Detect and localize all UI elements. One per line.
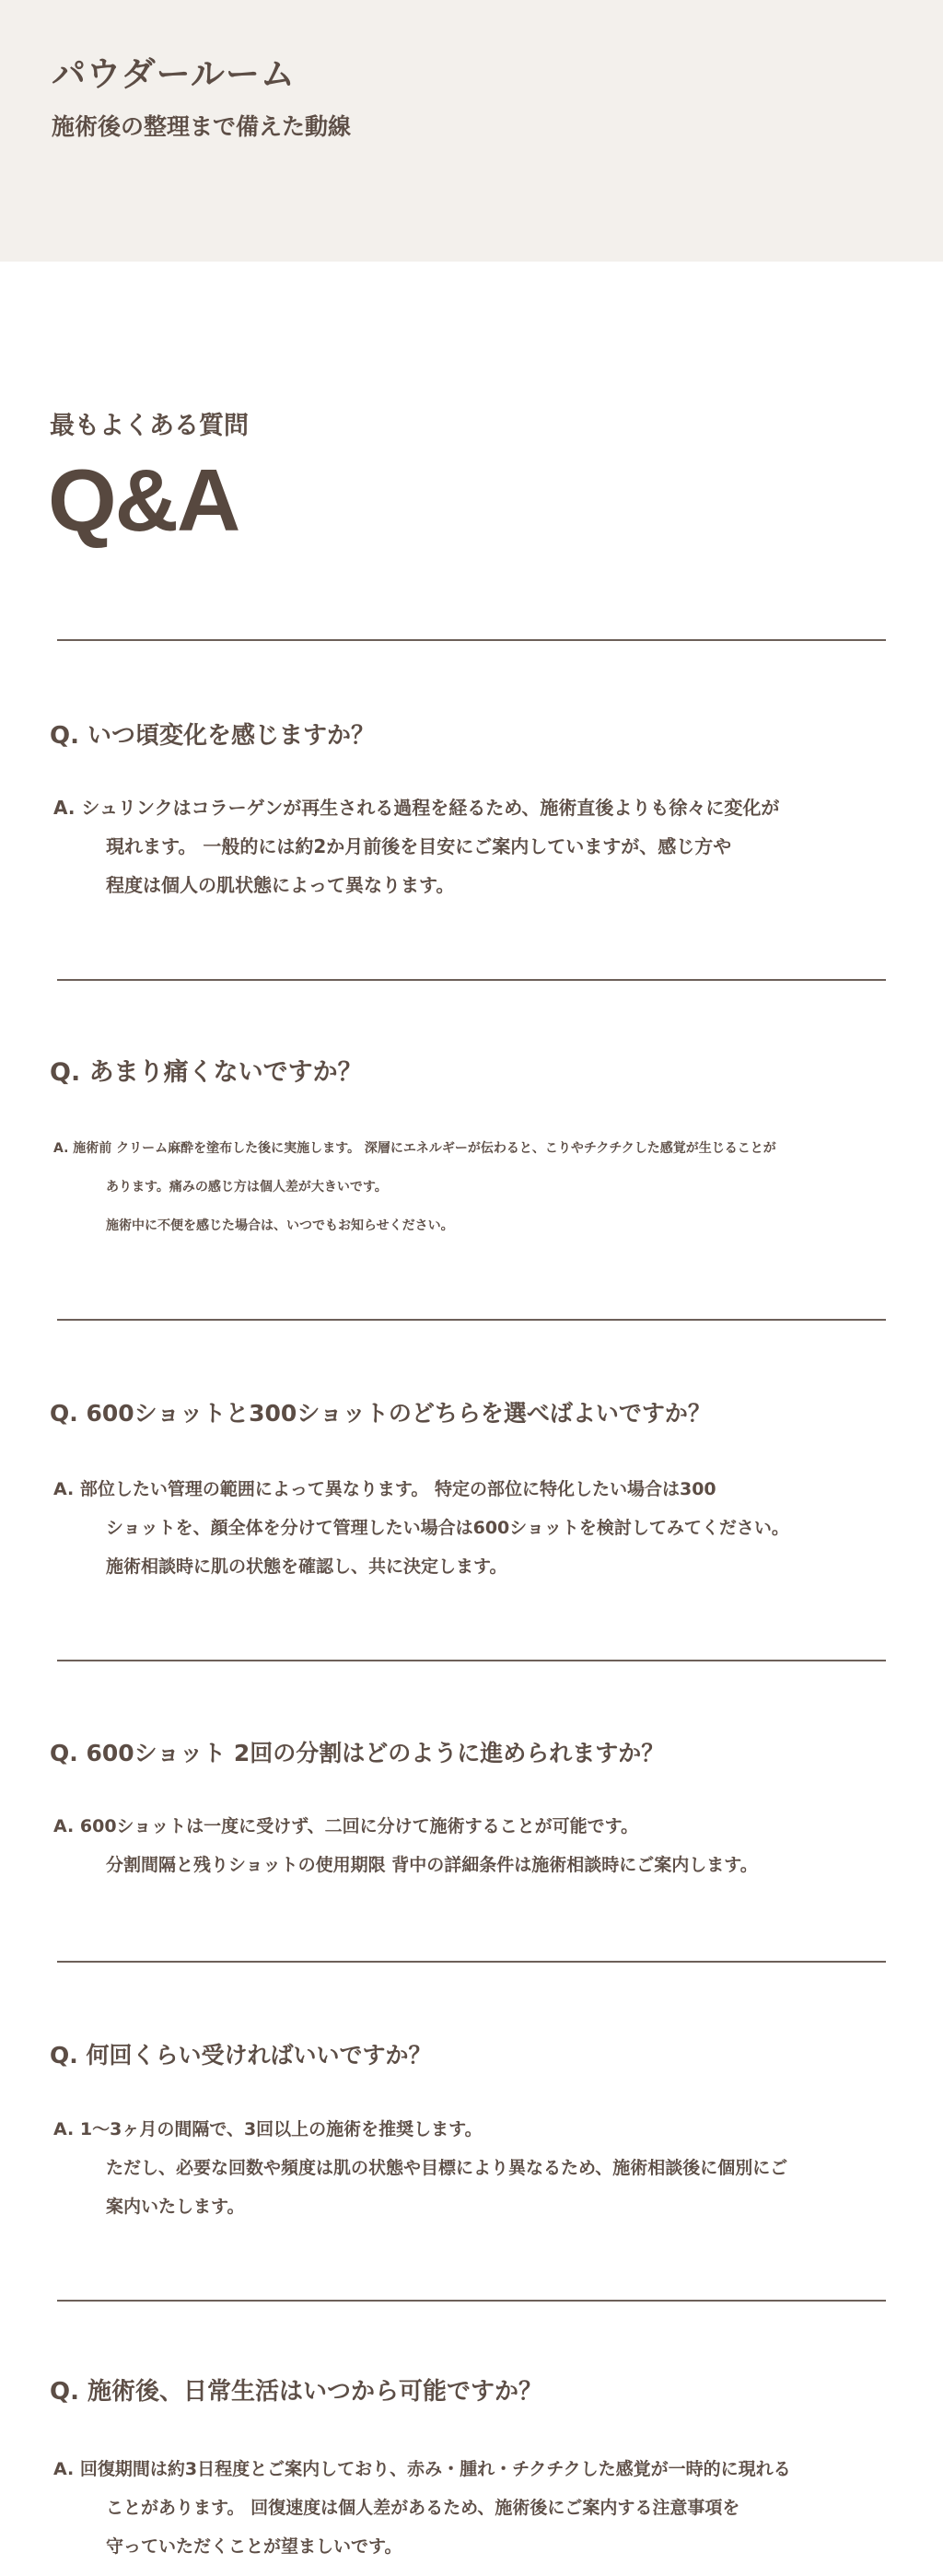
faq-question-6[interactable]: Q. 施術後、日常生活はいつから可能ですか？ [50, 2378, 543, 2406]
faq-answer-line: A. 600ショットは一度に受けず、二回に分けて施術することが可能です。 [53, 1816, 639, 1836]
faq-divider [57, 979, 886, 981]
hero-banner [0, 0, 943, 262]
faq-answer-line: あります。痛みの感じ方は個人差が大きいです。 [106, 1180, 388, 1195]
faq-divider [57, 639, 886, 641]
faq-answer-6 [53, 2450, 882, 2566]
hero-subtitle: 施術後の整理まで備えた動線 [52, 113, 352, 140]
faq-answer-line: A. 部位したい管理の範囲によって異なります。 特定の部位に特化したい場合は300 [53, 1479, 716, 1499]
hero-title: パウダールーム [52, 54, 296, 94]
faq-answer-line: A. 回復期間は約3日程度とご案内しており、赤み・腫れ・チクチクした感覚が一時的に現れる [53, 2459, 791, 2479]
faq-answer-line: A. 1～3ヶ月の間隔で、3回以上の施術を推奨します。 [53, 2119, 483, 2139]
faq-title: Q&A [48, 451, 239, 550]
faq-answer-5 [53, 2110, 882, 2226]
faq-divider [57, 1319, 886, 1321]
faq-question-1[interactable]: Q. いつ頃変化を感じますか？ [50, 722, 376, 750]
faq-question-3[interactable]: Q. 600ショットと300ショットのどちらを選べばよいですか？ [50, 1400, 711, 1427]
faq-divider [57, 1660, 886, 1661]
faq-answer-2 [53, 1129, 882, 1245]
faq-answer-line: A. シュリンクはコラーゲンが再生される過程を経るため、施術直後よりも徐々に変化が [53, 797, 780, 819]
faq-answer-line: 施術相談時に肌の状態を確認し、共に決定します。 [106, 1556, 507, 1577]
faq-answer-1 [53, 788, 882, 904]
faq-eyebrow: 最もよくある質問 [50, 412, 249, 440]
faq-answer-line: ただし、必要な回数や頻度は肌の状態や目標により異なるため、施術相談後に個別にご [106, 2158, 788, 2178]
faq-question-2[interactable]: Q. あまり痛くないですか？ [50, 1058, 363, 1087]
faq-answer-line: A. 施術前 クリーム麻酔を塗布した後に実施します。 深層にエネルギーが伝わると、こりやチクチクした感覚が生じることが [53, 1141, 776, 1156]
faq-divider [57, 2300, 886, 2302]
faq-answer-line: 守っていただくことが望ましいです。 [106, 2536, 402, 2557]
faq-answer-line: 現れます。 一般的には約2か月前後を目安にご案内していますが、感じ方や [106, 835, 732, 857]
faq-divider [57, 1961, 886, 1963]
faq-answer-line: 案内いたします。 [106, 2197, 245, 2217]
faq-question-5[interactable]: Q. 何回くらい受ければいいですか？ [50, 2042, 432, 2069]
faq-answer-line: 施術中に不便を感じた場合は、いつでもお知らせください。 [106, 1218, 454, 1233]
faq-answer-line: 分割間隔と残りショットの使用期限 背中の詳細条件は施術相談時にご案内します。 [106, 1855, 758, 1875]
faq-question-4[interactable]: Q. 600ショット 2回の分割はどのように進められますか？ [50, 1740, 665, 1766]
faq-answer-4 [53, 1807, 882, 1884]
faq-answer-line: ショットを、顔全体を分けて管理したい場合は600ショットを検討してみてください。 [106, 1518, 789, 1538]
faq-answer-line: ことがあります。 回復速度は個人差があるため、施術後にご案内する注意事項を [106, 2498, 740, 2518]
faq-answer-line: 程度は個人の肌状態によって異なります。 [106, 874, 455, 896]
faq-answer-3 [53, 1470, 882, 1586]
